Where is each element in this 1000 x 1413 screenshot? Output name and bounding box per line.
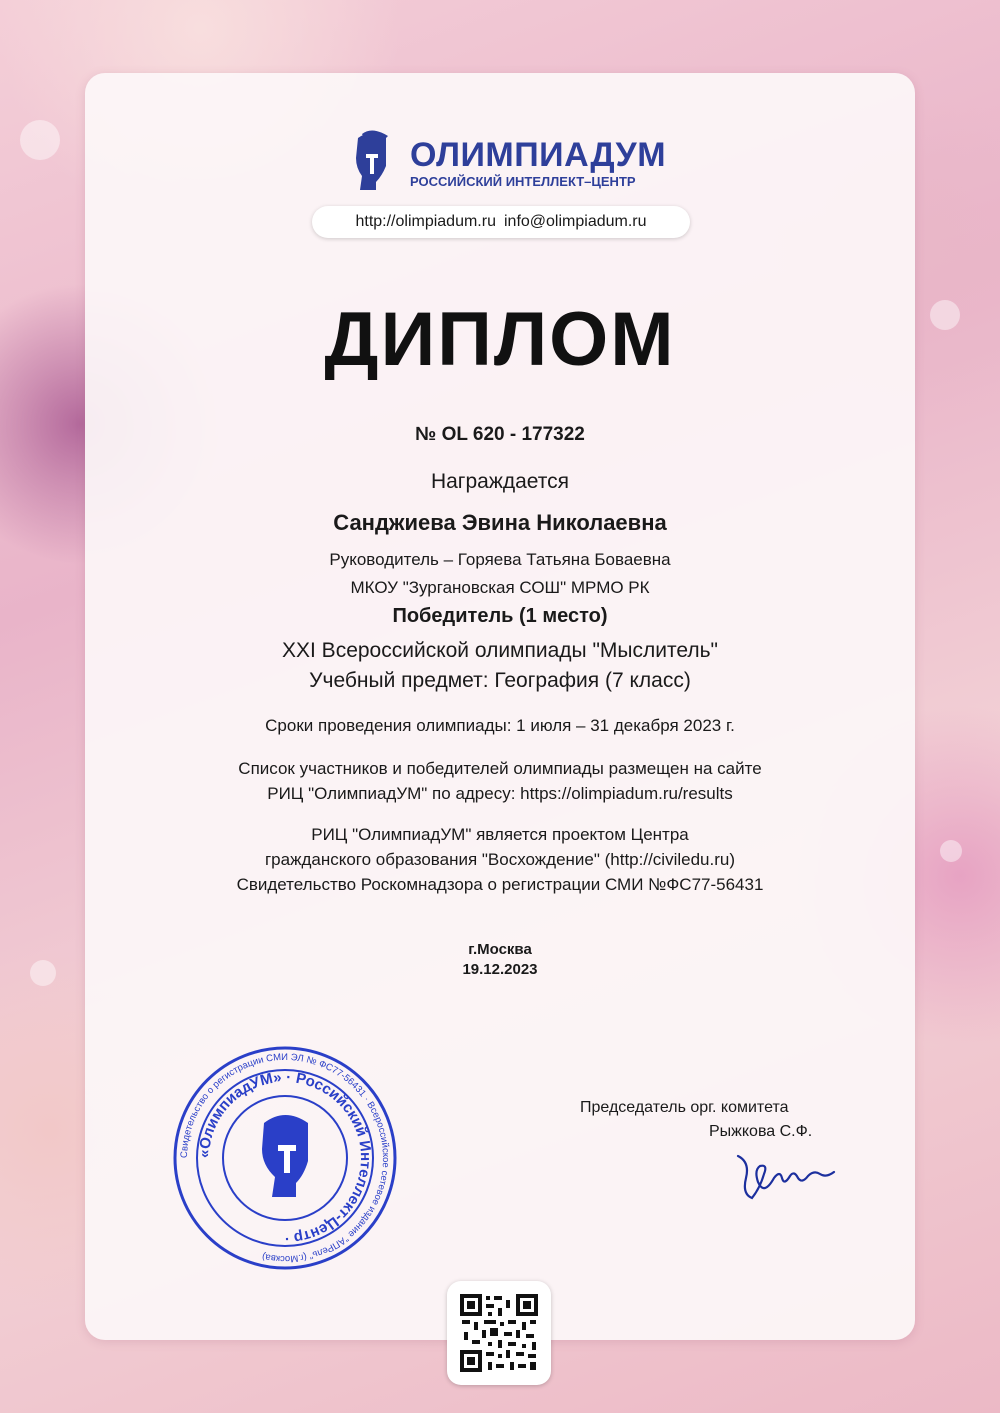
contacts-pill — [312, 206, 690, 238]
email-link[interactable]: info@olimpiadum.ru — [503, 213, 647, 230]
subject-line: Учебный предмет: География (7 класс) — [309, 669, 691, 692]
awarded-label: Награждается — [430, 470, 570, 493]
chair-role: Председатель орг. комитета — [580, 1099, 789, 1116]
results-line-2: РИЦ "ОлимпиадУМ" по адресу: https://olimpiadum.ru/results — [267, 784, 733, 803]
bokeh-light — [930, 300, 960, 330]
signature-mark — [730, 1148, 840, 1208]
stamp-outer-text: Свидетельство о регистрации СМИ ЭЛ № ФС77-56431 · Всероссийское сетевое издание "АПРель" (г.Москва) — [178, 1051, 392, 1265]
olympiad-line: XXI Всероссийской олимпиады "Мыслитель" — [282, 639, 718, 662]
bokeh-light — [940, 840, 962, 862]
place-line: Победитель (1 место) — [392, 605, 608, 627]
results-line-1: Список участников и победителей олимпиады размещен на сайте — [238, 759, 762, 778]
site-link[interactable]: http://olimpiadum.ru — [355, 213, 496, 230]
helmet-logo-icon — [348, 128, 396, 194]
brand-subtitle: РОССИЙСКИЙ ИНТЕЛЛЕКТ–ЦЕНТР — [410, 174, 636, 189]
brand-name: ОЛИМПИАДУМ — [410, 136, 667, 174]
project-line-1: РИЦ "ОлимпиадУМ" является проектом Центра — [311, 825, 689, 844]
stamp-inner-text: «ОлимпиадУМ» · Российский Интеллект-Центр · — [195, 1068, 375, 1248]
brand-logo — [348, 128, 668, 198]
issue-date: 19.12.2023 — [462, 961, 538, 978]
bokeh-light — [30, 960, 56, 986]
diploma-number: № OL 620 - 177322 — [415, 424, 585, 445]
qr-card — [447, 1281, 551, 1385]
recipient-name: Санджиева Эвина Николаевна — [333, 510, 667, 535]
school-line: МКОУ "Зургановская СОШ" МРМО РК — [350, 578, 650, 597]
qr-code[interactable] — [460, 1294, 538, 1372]
dates-line: Сроки проведения олимпиады: 1 июля – 31 декабря 2023 г. — [265, 716, 735, 735]
supervisor-line: Руководитель – Горяева Татьяна Боваевна — [329, 550, 671, 569]
project-line-2: гражданского образования "Восхождение" (http://civiledu.ru) — [264, 850, 736, 869]
diploma-title: ДИПЛОМ — [324, 297, 676, 382]
chair-name: Рыжкова С.Ф. — [709, 1123, 813, 1140]
city-line: г.Москва — [468, 941, 532, 958]
bokeh-light — [20, 120, 60, 160]
seal-stamp — [172, 1045, 398, 1271]
project-line-3: Свидетельство Роскомнадзора о регистрации СМИ №ФС77-56431 — [236, 875, 764, 894]
